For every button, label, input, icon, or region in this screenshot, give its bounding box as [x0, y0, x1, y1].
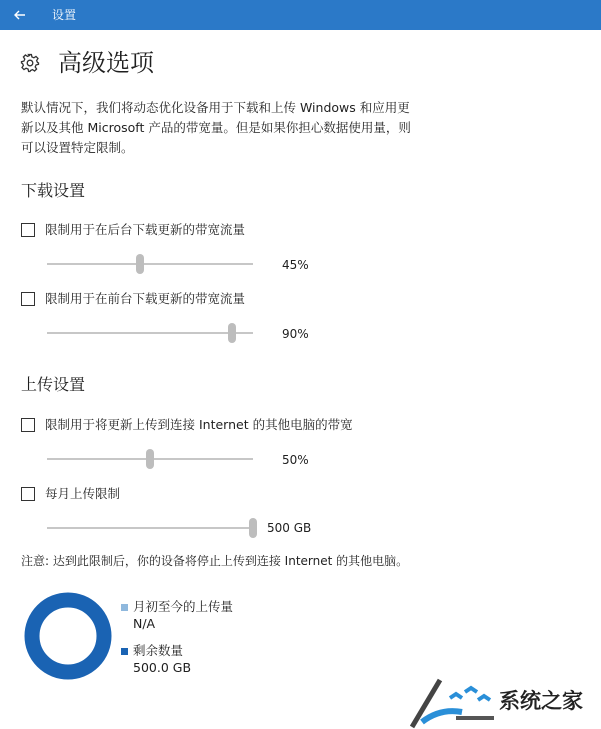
legend-uploaded-label: 月初至今的上传量	[133, 599, 234, 614]
back-arrow-icon	[14, 10, 26, 20]
legend-uploaded-swatch	[121, 604, 128, 611]
legend-remaining-label: 剩余数量	[133, 643, 184, 658]
upload-bandwidth-limit-checkbox[interactable]	[21, 415, 353, 435]
upload-settings-heading: 上传设置	[21, 375, 86, 394]
window-title: 设置	[52, 8, 77, 22]
background-download-limit-checkbox[interactable]	[21, 220, 245, 240]
gear-icon	[20, 53, 40, 73]
checkbox-label: 限制用于在后台下载更新的带宽流量	[45, 222, 246, 237]
checkbox-box[interactable]	[21, 487, 35, 501]
slider-thumb[interactable]	[249, 518, 257, 538]
back-button[interactable]	[0, 0, 40, 30]
upload-usage-donut-chart	[23, 591, 113, 681]
download-settings-heading: 下载设置	[21, 181, 86, 200]
background-download-slider[interactable]	[47, 254, 253, 274]
watermark	[410, 672, 601, 729]
slider-thumb[interactable]	[146, 449, 154, 469]
checkbox-label: 限制用于在前台下载更新的带宽流量	[45, 291, 246, 306]
upload-bandwidth-slider[interactable]	[47, 449, 253, 469]
checkbox-label: 每月上传限制	[45, 486, 121, 501]
watermark-text: 系统之家	[499, 689, 583, 713]
donut-remaining-ring	[32, 600, 104, 672]
background-download-value: 45%	[282, 258, 309, 272]
checkbox-box[interactable]	[21, 223, 35, 237]
monthly-upload-limit-checkbox[interactable]	[21, 484, 120, 504]
title-bar	[0, 0, 601, 30]
monthly-upload-slider[interactable]	[47, 518, 253, 538]
foreground-download-slider[interactable]	[47, 323, 253, 343]
monthly-upload-value: 500 GB	[267, 521, 312, 535]
slider-track	[47, 263, 253, 265]
legend-remaining-swatch	[121, 648, 128, 655]
checkbox-box[interactable]	[21, 292, 35, 306]
slider-thumb[interactable]	[228, 323, 236, 343]
watermark-logo-icon	[410, 672, 496, 729]
upload-bandwidth-value: 50%	[282, 453, 309, 467]
legend-uploaded-value: N/A	[133, 616, 156, 631]
slider-track	[47, 527, 253, 529]
upload-limit-note: 注意: 达到此限制后，你的设备将停止上传到连接 Internet 的其他电脑。	[21, 554, 409, 568]
description-text: 默认情况下，我们将动态优化设备用于下载和上传 Windows 和应用更新以及其他 Microsoft 产品的带宽量。但是如果你担心数据使用量，则可以设置特定限制。	[21, 100, 411, 155]
foreground-download-value: 90%	[282, 327, 309, 341]
slider-track	[47, 332, 253, 334]
page-title: 高级选项	[58, 49, 154, 77]
checkbox-label: 限制用于将更新上传到连接 Internet 的其他电脑的带宽	[45, 417, 353, 432]
slider-thumb[interactable]	[136, 254, 144, 274]
foreground-download-limit-checkbox[interactable]	[21, 289, 245, 309]
checkbox-box[interactable]	[21, 418, 35, 432]
legend-remaining-value: 500.0 GB	[133, 660, 192, 675]
